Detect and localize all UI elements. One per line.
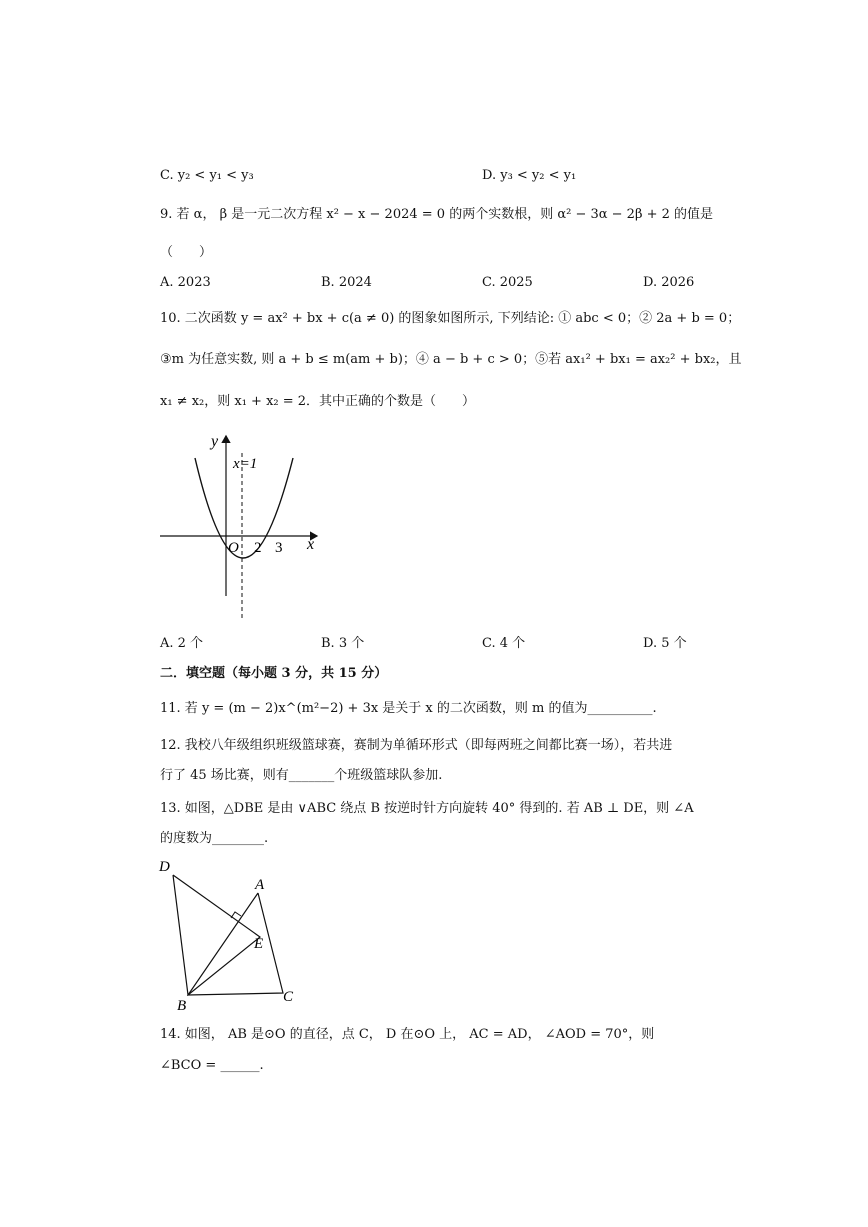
q13-line-1: 13. 如图，△DBE 是由 ∨ABC 绕点 B 按逆时针方向旋转 40° 得到的. 若 AB ⊥ DE，则 ∠A: [160, 801, 694, 816]
section-heading: 二．填空题（每小题 3 分，共 15 分）: [160, 666, 388, 681]
symmetry-axis-label: x=1: [233, 456, 258, 472]
q10-line-2: ③m 为任意实数, 则 a + b ≤ m(am + b)；④ a − b + c > 0；⑤若 ax₁² + bx₁ = ax₂² + bx₂，且: [160, 352, 742, 367]
q13-rotation-figure: [155, 855, 315, 1015]
q12-line-1: 12. 我校八年级组织班级篮球赛，赛制为单循环形式（即每两班之间都比赛一场），若共进: [160, 738, 673, 753]
q10-line-1: 10. 二次函数 y = ax² + bx + c(a ≠ 0) 的图象如图所示, 下列结论: ① abc < 0；② 2a + b = 0；: [160, 311, 741, 326]
q14-line-1: 14. 如图， AB 是⊙O 的直径，点 C， D 在⊙O 上， AC = AD， ∠AOD = 70°，则: [160, 1027, 655, 1042]
q9-option-b: B. 2024: [321, 275, 372, 290]
q8-option-c: C. y₂ < y₁ < y₃: [160, 168, 254, 183]
q14-line-2: ∠BCO = ______.: [160, 1058, 264, 1073]
triangle-abc: [188, 893, 283, 995]
tick-label-3: 3: [275, 540, 283, 556]
y-axis-label: y: [211, 433, 219, 450]
q9-stem: 9. 若 α， β 是一元二次方程 x² − x − 2024 = 0 的两个实数根，则 α² − 3α − 2β + 2 的值是: [160, 207, 714, 222]
q10-option-d: D. 5 个: [643, 636, 687, 651]
q9-answer-paren: （ ）: [160, 245, 213, 260]
label-e: E: [254, 936, 264, 952]
q12-line-2: 行了 45 场比赛，则有_______个班级篮球队参加.: [160, 768, 443, 783]
q10-option-c: C. 4 个: [482, 636, 526, 651]
triangle-dbe: [173, 875, 260, 995]
label-b: B: [177, 998, 187, 1014]
q13-line-2: 的度数为________.: [160, 831, 269, 846]
q9-option-c: C. 2025: [482, 275, 533, 290]
origin-label: O: [228, 540, 239, 556]
q10-option-a: A. 2 个: [160, 636, 204, 651]
q10-line-3: x₁ ≠ x₂，则 x₁ + x₂ = 2．其中正确的个数是（ ）: [160, 394, 476, 409]
label-a: A: [255, 877, 265, 893]
q11-text: 11. 若 y = (m − 2)x^(m²−2) + 3x 是关于 x 的二次函数，则 m 的值为__________.: [160, 701, 657, 716]
x-axis-label: x: [307, 536, 315, 553]
q10-option-b: B. 3 个: [321, 636, 365, 651]
q9-option-a: A. 2023: [160, 275, 211, 290]
tick-label-2: 2: [254, 540, 262, 556]
q9-option-d: D. 2026: [643, 275, 695, 290]
q8-option-d: D. y₃ < y₂ < y₁: [482, 168, 577, 183]
label-c: C: [283, 989, 294, 1005]
label-d: D: [159, 859, 170, 875]
q10-parabola-graph: [155, 428, 330, 623]
